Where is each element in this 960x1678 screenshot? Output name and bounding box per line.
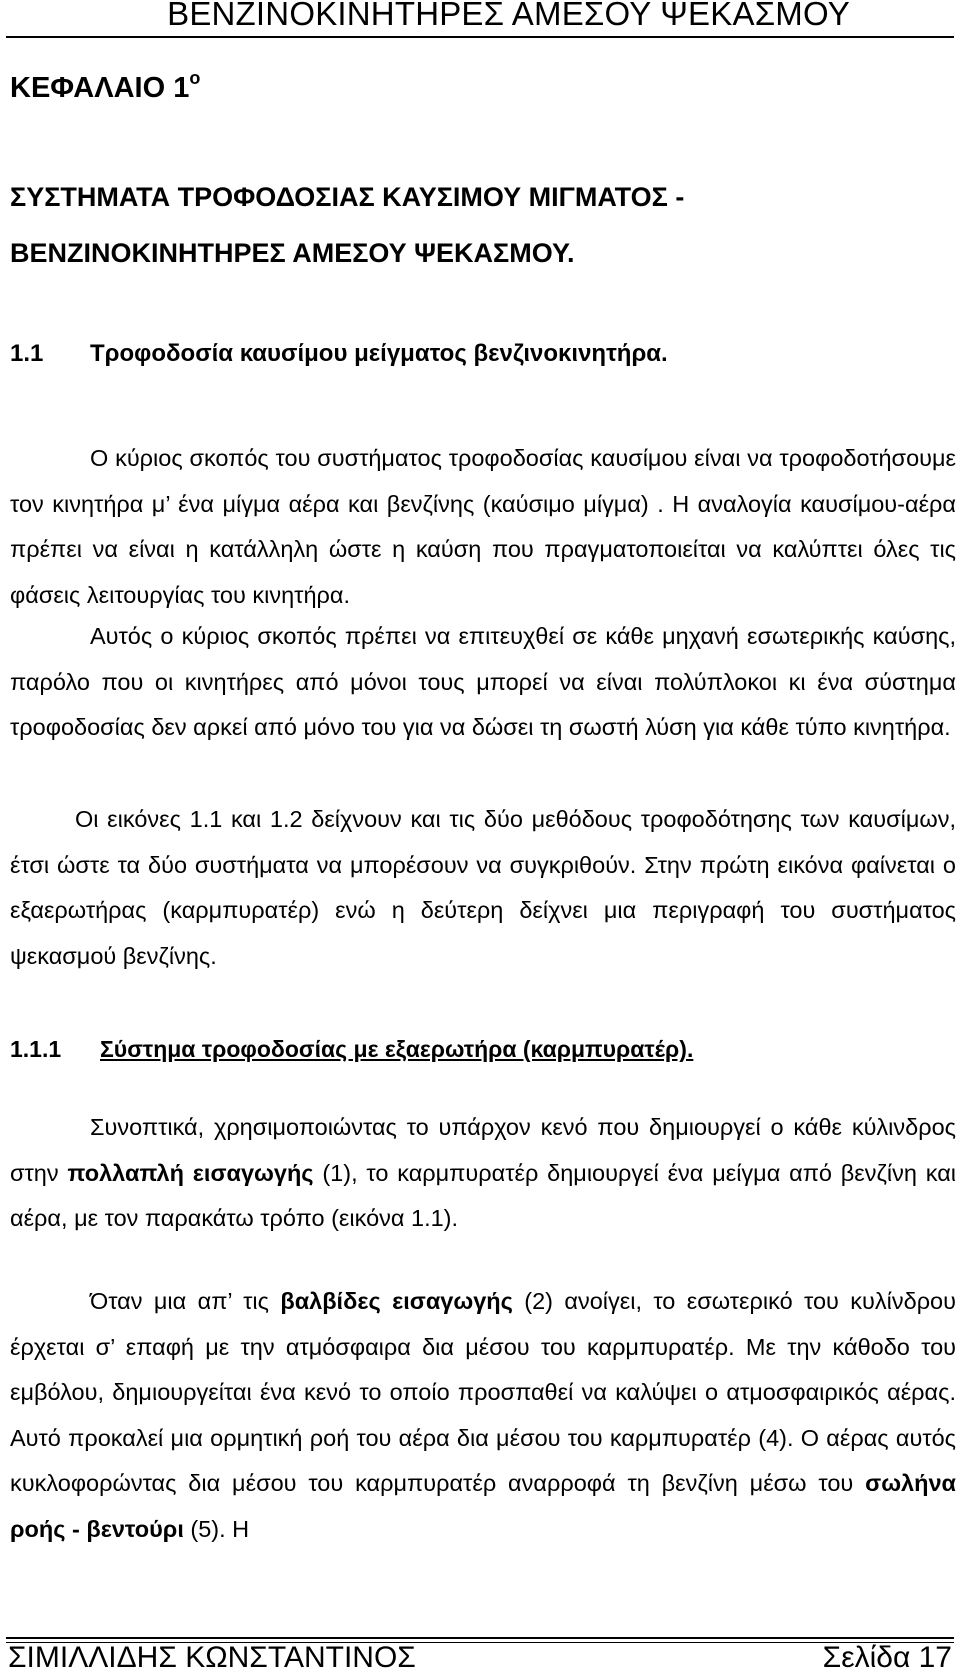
section-number: 1.1 <box>10 340 44 367</box>
chapter-ordinal: ο <box>189 68 201 88</box>
paragraph-5-text-c: (2) ανοίγει, το εσωτερικό του κυλίνδρου έρχεται σ’ επαφή με την ατμόσφαιρα δια μέσου του καρμπυρατέρ. Με την κάθοδο του εμβόλου, δημιουργείται ένα κενό το οποίο προσπαθεί να καλύψει ο ατμοσφαιρικός αέρας. Αυτό προκαλεί μια ορμητική ροή του αέρα δια μέσου του καρμπυρατέρ (4). Ο αέρας αυτός κυκλοφορώντας δια μέσου του καρμπυρατέρ αναρροφά τη βενζίνη μέσω του <box>10 1288 956 1496</box>
footer-author: ΣΙΜΙΛΛΙΔΗΣ ΚΩΝΣΤΑΝΤΙΝΟΣ <box>8 1641 416 1674</box>
chapter-title-line-2: ΒΕΝΖΙΝΟΚΙΝΗΤΗΡΕΣ ΑΜΕΣΟΥ ΨΕΚΑΣΜΟΥ. <box>10 238 575 268</box>
chapter-label: ΚΕΦΑΛΑΙΟ 1 <box>10 72 190 104</box>
section-heading <box>10 340 668 368</box>
chapter-title-line-1: ΣΥΣΤΗΜΑΤΑ ΤΡΟΦΟΔΟΣΙΑΣ ΚΑΥΣΙΜΟΥ ΜΙΓΜΑΤΟΣ - <box>10 182 685 212</box>
paragraph-2: Αυτός ο κύριος σκοπός πρέπει να επιτευχθεί σε κάθε μηχανή εσωτερικής καύσης, παρόλο που οι κινητήρες από μόνοι τους μπορεί να είναι πολύπλοκοι κι ένα σύστημα τροφοδοσίας δεν αρκεί από μόνο του για να δώσει τη σωστή λύση για κάθε τύπο κινητήρα. <box>10 623 956 740</box>
chapter-heading <box>10 68 201 105</box>
subsection-number: 1.1.1 <box>10 1036 62 1062</box>
paragraph-5 <box>10 1279 956 1552</box>
subsection-heading <box>10 1036 693 1063</box>
paragraph-5-text-a: Όταν μια απ’ τις <box>90 1288 281 1314</box>
term-intake-manifold: πολλαπλή εισαγωγής <box>67 1159 314 1186</box>
term-venturi-tube: σωλήνα ροής - βεντούρι <box>10 1470 956 1542</box>
subsection-title: Σύστημα τροφοδοσίας με εξαερωτήρα (καρμπυρατέρ). <box>100 1036 694 1062</box>
header-rule <box>6 36 954 38</box>
running-header-title: ΒΕΝΖΙΝΟΚΙΝΗΤΗΡΕΣ ΑΜΕΣΟΥ ΨΕΚΑΣΜΟΥ <box>167 0 850 32</box>
paragraph-5-text-e: (5). Η <box>183 1515 250 1542</box>
section-title: Τροφοδοσία καυσίμου μείγματος βενζινοκινητήρα. <box>90 340 668 367</box>
paragraph-4-text-a: Συνοπτικά, χρησιμοποιώντας το υπάρχον κενό που δημιουργεί ο κάθε κύλινδρος στην <box>10 1114 956 1186</box>
footer-page-number: Σελίδα 17 <box>822 1641 952 1674</box>
paragraph-4 <box>10 1105 956 1242</box>
term-intake-valves: βαλβίδες εισαγωγής <box>280 1288 513 1314</box>
paragraph-1: Ο κύριος σκοπός του συστήματος τροφοδοσίας καυσίμου είναι να τροφοδοτήσουμε τον κινητήρα μ’ ένα μίγμα αέρα και βενζίνης (καύσιμο μίγμα) . Η αναλογία καυσίμου-αέρα πρέπει να είναι η κατάλληλη ώστε η καύση που πραγματοποιείται να καλύπτει όλες τις φάσεις λειτουργίας του κινητήρα. <box>10 445 956 608</box>
paragraph-4-text-c: (1), το καρμπυρατέρ δημιουργεί ένα μείγμα από βενζίνη και αέρα, με τον παρακάτω τρόπο (εικόνα 1.1). <box>10 1159 957 1231</box>
paragraph-3: Οι εικόνες 1.1 και 1.2 δείχνουν και τις δύο μεθόδους τροφοδότησης των καυσίμων, έτσι ώστε τα δύο συστήματα να μπορέσουν να συγκριθούν. Στην πρώτη εικόνα φαίνεται ο εξαερωτήρας (καρμπυρατέρ) ενώ η δεύτερη δείχνει μια περιγραφή του συστήματος ψεκασμού βενζίνης. <box>10 806 956 969</box>
